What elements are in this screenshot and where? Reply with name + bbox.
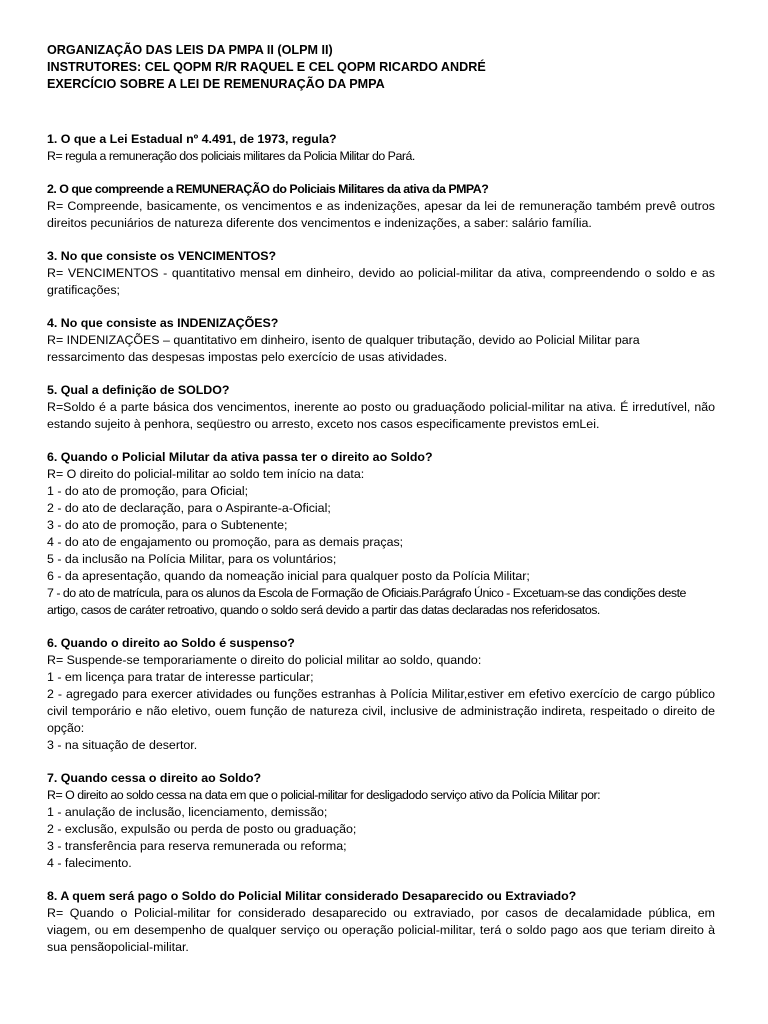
question-4: 4. No que consiste as INDENIZAÇÕES?	[47, 316, 279, 330]
question-3: 3. No que consiste os VENCIMENTOS?	[47, 249, 277, 263]
list-item: 1 - anulação de inclusão, licenciamento, demissão;	[47, 805, 328, 819]
list-item: 4 - do ato de engajamento ou promoção, para as demais praças;	[47, 535, 404, 549]
list-item: 4 - falecimento.	[47, 856, 132, 870]
list-item: 1 - em licença para tratar de interesse particular;	[47, 670, 314, 684]
header-instructors: INSTRUTORES: CEL QOPM R/R RAQUEL E CEL QOPM RICARDO ANDRÉ	[47, 60, 486, 74]
question-6b: 6. Quando o direito ao Soldo é suspenso?	[47, 636, 295, 650]
list-item: 3 - transferência para reserva remunerada ou reforma;	[47, 839, 347, 853]
question-7: 7. Quando cessa o direito ao Soldo?	[47, 771, 262, 785]
answer-2: R= Compreende, basicamente, os vencimentos e as indenizações, apesar da lei de remuneração também prevê outros direitos pecuniários de natureza diferente dos vencimentos e indenizações, a saber: salário família.	[47, 199, 715, 230]
list-item: 7 - do ato de matrícula, para os alunos da Escola de Formação de Oficiais.Parágrafo Único - Excetuam-se das condições deste artigo, casos de caráter retroativo, quando o soldo será devido a partir das datas declaradas nos referidosatos.	[47, 586, 686, 617]
question-8: 8. A quem será pago o Soldo do Policial Militar considerado Desaparecido ou Extraviado?	[47, 889, 577, 903]
list-item: 3 - do ato de promoção, para o Subtenente;	[47, 518, 288, 532]
list-item: 6 - da apresentação, quando da nomeação inicial para qualquer posto da Polícia Militar;	[47, 569, 530, 583]
question-2: 2. O que compreende a REMUNERAÇÃO do Policiais Militares da ativa da PMPA?	[47, 182, 489, 196]
question-block-2	[47, 181, 715, 232]
list-item: 3 - na situação de desertor.	[47, 738, 198, 752]
answer-1: R= regula a remuneração dos policiais militares da Policia Militar do Pará.	[47, 149, 415, 163]
question-block-1	[47, 131, 715, 165]
answer-5: R=Soldo é a parte básica dos vencimentos, inerente ao posto ou graduaçãodo policial-militar na ativa. É irredutível, não estando sujeito à penhora, seqüestro ou arresto, exceto nos casos especificamente previstos emLei.	[47, 400, 715, 431]
list-item: 1 - do ato de promoção, para Oficial;	[47, 484, 249, 498]
answer-6a: R= O direito do policial-militar ao soldo tem início na data:	[47, 467, 365, 481]
answer-3: R= VENCIMENTOS - quantitativo mensal em dinheiro, devido ao policial-militar da ativa, compreendendo o soldo e as gratificações;	[47, 266, 715, 297]
list-item: 5 - da inclusão na Polícia Militar, para os voluntários;	[47, 552, 337, 566]
question-block-6a	[47, 449, 715, 619]
list-item: 2 - exclusão, expulsão ou perda de posto ou graduação;	[47, 822, 357, 836]
answer-4: R= INDENIZAÇÕES – quantitativo em dinheiro, isento de qualquer tributação, devido ao Policial Militar para ressarcimento das despesas impostas pelo exercício de usas atividades.	[47, 333, 640, 364]
question-1: 1. O que a Lei Estadual nº 4.491, de 1973, regula?	[47, 132, 337, 146]
header-title: ORGANIZAÇÃO DAS LEIS DA PMPA II (OLPM II)	[47, 43, 333, 57]
answer-7: R= O direito ao soldo cessa na data em que o policial-militar for desligadodo serviço ativo da Polícia Militar por:	[47, 788, 601, 802]
list-item: 2 - agregado para exercer atividades ou funções estranhas à Polícia Militar,estiver em efetivo exercício de cargo público civil temporário e não eletivo, ouem função de natureza civil, inclusive de administração indireta, respeitado o direito de opção:	[47, 687, 715, 735]
question-block-7	[47, 770, 715, 872]
question-block-5	[47, 382, 715, 433]
answer-6b: R= Suspende-se temporariamente o direito do policial militar ao soldo, quando:	[47, 653, 482, 667]
question-block-3	[47, 248, 715, 299]
header-exercise: EXERCÍCIO SOBRE A LEI DE REMENURAÇÃO DA PMPA	[47, 77, 385, 91]
document-page	[47, 42, 715, 972]
question-6a: 6. Quando o Policial Milutar da ativa passa ter o direito ao Soldo?	[47, 450, 433, 464]
question-block-8	[47, 888, 715, 956]
document-header	[47, 42, 715, 93]
list-item: 2 - do ato de declaração, para o Aspirante-a-Oficial;	[47, 501, 331, 515]
question-5: 5. Qual a definição de SOLDO?	[47, 383, 230, 397]
answer-8: R= Quando o Policial-militar for considerado desaparecido ou extraviado, por casos de decalamidade pública, em viagem, ou em desempenho de qualquer serviço ou operação policial-militar, terá o soldo pago aos que teriam direito à sua pensãopolicial-militar.	[47, 906, 715, 954]
question-block-6b	[47, 635, 715, 754]
question-block-4	[47, 315, 715, 366]
